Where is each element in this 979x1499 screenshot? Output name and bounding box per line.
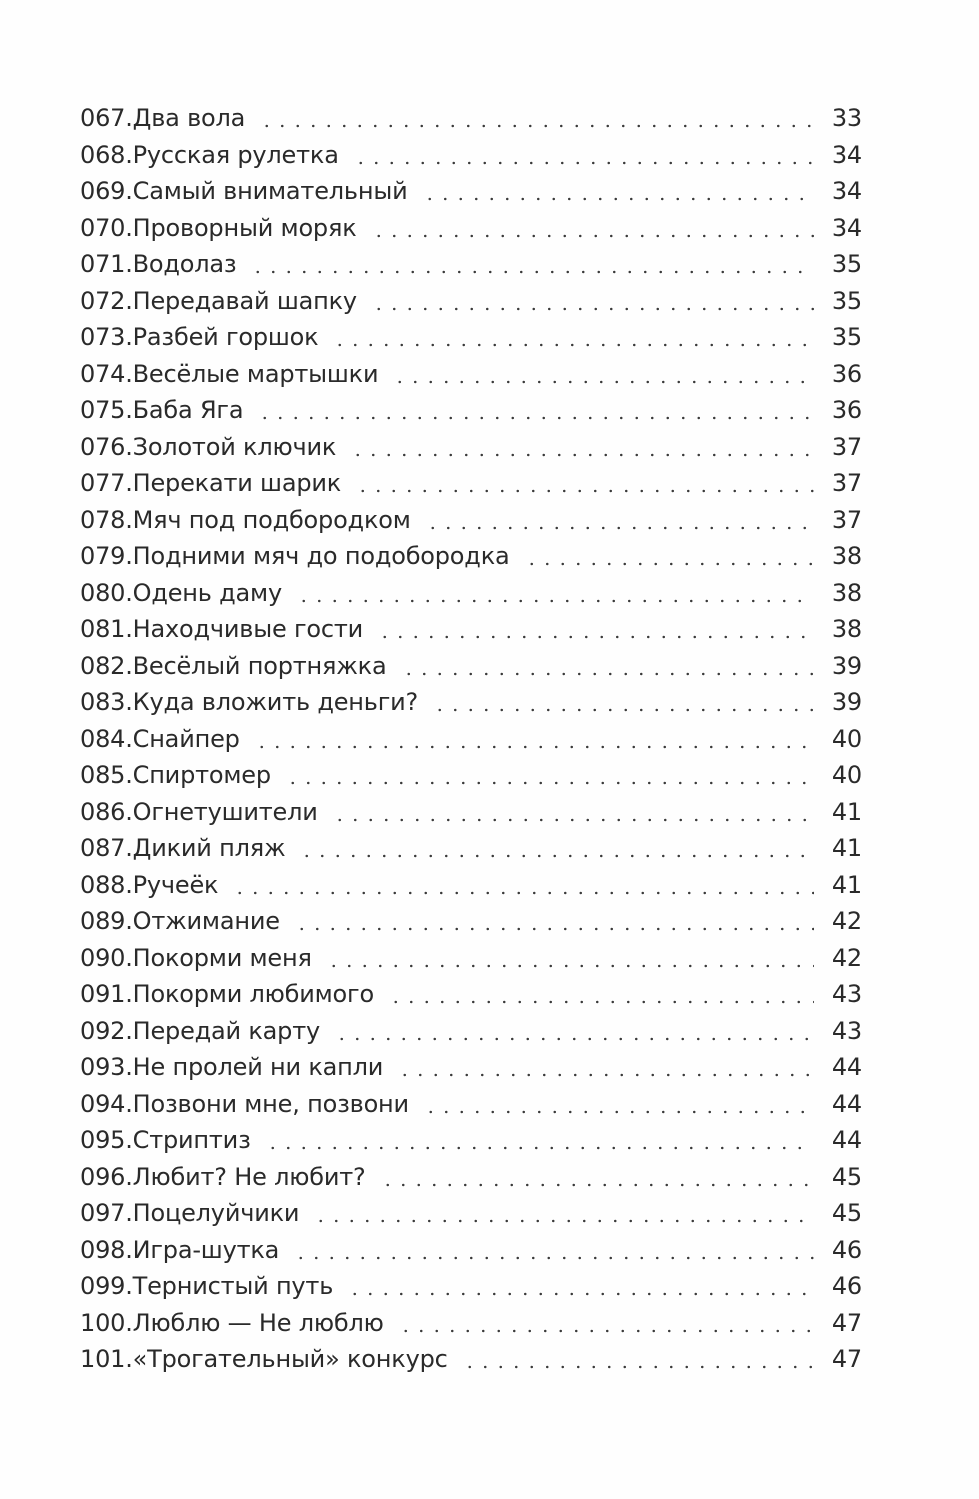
toc-entry-title: 095.Стриптиз [80, 1126, 251, 1154]
toc-entry-title: 099.Тернистый путь [80, 1272, 334, 1300]
toc-entry [80, 1159, 862, 1196]
toc-dot-leader [257, 416, 814, 420]
toc-dot-leader [388, 1000, 814, 1004]
toc-entry-page-number: 40 [831, 724, 862, 753]
toc-entry-page-number: 47 [831, 1345, 862, 1373]
toc-entry-title: 067.Два вола [80, 104, 246, 132]
toc-entry-page-number: 35 [831, 323, 862, 351]
toc-entry-page-number: 37 [831, 469, 862, 497]
toc-entry-page-number: 34 [831, 213, 862, 242]
toc-entry [80, 684, 862, 721]
toc-entry-title: 075.Баба Яга [80, 396, 244, 424]
toc-entry [80, 1195, 862, 1232]
toc-dot-leader [401, 672, 815, 676]
toc-entry-title: 080.Одень даму [80, 578, 282, 607]
toc-entry-title: 069.Самый внимательный [80, 177, 408, 205]
toc-entry-title: 070.Проворный моряк [80, 213, 357, 242]
toc-entry [80, 1341, 862, 1378]
toc-dot-leader [425, 526, 814, 530]
toc-entry-page-number: 35 [831, 286, 862, 315]
toc-entry-page-number: 39 [831, 688, 862, 716]
toc-entry [80, 940, 862, 977]
toc-dot-leader [293, 1256, 814, 1260]
toc-entry-page-number: 38 [831, 615, 862, 643]
toc-entry-page-number: 45 [831, 1162, 862, 1191]
toc-dot-leader [313, 1219, 814, 1223]
toc-entry [80, 757, 862, 794]
toc-entry [80, 903, 862, 940]
toc-entry-title: 086.Огнетушители [80, 797, 318, 826]
toc-entry-page-number: 44 [831, 1089, 862, 1118]
toc-entry-title: 098.Игра-шутка [80, 1235, 280, 1264]
toc-entry [80, 319, 862, 356]
toc-entry-title: 082.Весёлый портняжка [80, 651, 387, 680]
toc-entry-page-number: 45 [831, 1199, 862, 1227]
toc-entry-page-number: 42 [831, 907, 862, 935]
toc-dot-leader [377, 635, 814, 639]
toc-entry-page-number: 42 [831, 943, 862, 972]
toc-entry [80, 1305, 862, 1342]
toc-entry [80, 538, 862, 575]
toc-entry-title: 089.Отжимание [80, 907, 280, 935]
toc-entry-title: 081.Находчивые гости [80, 615, 364, 643]
toc-entry-page-number: 34 [831, 177, 862, 205]
toc-entry-title: 093.Не пролей ни капли [80, 1053, 384, 1081]
toc-entry-page-number: 46 [831, 1235, 862, 1264]
toc-entry-page-number: 46 [831, 1272, 862, 1300]
toc-entry [80, 1086, 862, 1123]
toc-entry-page-number: 43 [831, 980, 862, 1008]
toc-entry-title: 073.Разбей горшок [80, 323, 319, 351]
toc-entry-page-number: 33 [831, 104, 862, 132]
toc-entry [80, 429, 862, 466]
toc-entry-title: 071.Водолаз [80, 250, 237, 278]
toc-entry [80, 283, 862, 320]
toc-entry [80, 721, 862, 758]
toc-dot-leader [392, 380, 814, 384]
toc-entry [80, 830, 862, 867]
toc-entry-page-number: 36 [831, 359, 862, 388]
toc-entry-title: 068.Русская рулетка [80, 140, 339, 169]
toc-entry-page-number: 44 [831, 1126, 862, 1154]
toc-entry-title: 079.Подними мяч до подобородка [80, 542, 510, 570]
toc-entry-page-number: 37 [831, 432, 862, 461]
toc-entry-page-number: 41 [831, 797, 862, 826]
toc-dot-leader [353, 161, 814, 165]
toc-entry-title: 076.Золотой ключик [80, 432, 337, 461]
toc-entry [80, 502, 862, 539]
toc-dot-leader [398, 1329, 814, 1333]
toc-entry [80, 210, 862, 247]
toc-dot-leader [259, 124, 814, 128]
toc-entry-title: 083.Куда вложить деньги? [80, 688, 419, 716]
toc-entry-page-number: 41 [831, 834, 862, 862]
toc-dot-leader [332, 343, 814, 347]
toc-entry-title: 077.Перекати шарик [80, 469, 342, 497]
toc-entry [80, 100, 862, 137]
toc-dot-leader [371, 307, 814, 311]
toc-entry [80, 1122, 862, 1159]
toc-entry [80, 1268, 862, 1305]
toc-entry-page-number: 38 [831, 542, 862, 570]
toc-entry-page-number: 37 [831, 505, 862, 534]
toc-dot-leader [397, 1073, 814, 1077]
toc-entry-page-number: 38 [831, 578, 862, 607]
toc-dot-leader [524, 562, 815, 566]
toc-entry-page-number: 44 [831, 1053, 862, 1081]
toc-entry [80, 611, 862, 648]
toc-entry-page-number: 47 [831, 1308, 862, 1337]
toc-dot-leader [432, 708, 814, 712]
toc-entry-title: 072.Передавай шапку [80, 286, 357, 315]
toc-dot-leader [334, 1037, 814, 1041]
toc-entry-page-number: 40 [831, 761, 862, 789]
toc-entry [80, 246, 862, 283]
toc-entry-title: 087.Дикий пляж [80, 834, 286, 862]
toc-dot-leader [347, 1292, 814, 1296]
toc-entry-title: 090.Покорми меня [80, 943, 312, 972]
toc-dot-leader [294, 927, 814, 931]
toc-entry-title: 074.Весёлые мартышки [80, 359, 379, 388]
toc-dot-leader [296, 599, 814, 603]
toc-entry-title: 085.Спиртомер [80, 761, 271, 789]
toc-entry-title: 088.Ручеёк [80, 870, 219, 899]
toc-dot-leader [462, 1365, 814, 1369]
toc-dot-leader [380, 1183, 814, 1187]
toc-dot-leader [299, 854, 814, 858]
toc-entry [80, 1013, 862, 1050]
toc-entry [80, 794, 862, 831]
toc-entry [80, 1232, 862, 1269]
toc-entry-title: 078.Мяч под подбородком [80, 505, 411, 534]
toc-entry-page-number: 36 [831, 396, 862, 424]
toc-entry-title: 096.Любит? Не любит? [80, 1162, 366, 1191]
toc-entry-title: 084.Снайпер [80, 724, 240, 753]
toc-dot-leader [355, 489, 814, 493]
toc-entry-title: 100.Люблю — Не люблю [80, 1308, 384, 1337]
toc-entry-title: 091.Покорми любимого [80, 980, 374, 1008]
table-of-contents [80, 100, 862, 1378]
toc-entry-page-number: 39 [831, 651, 862, 680]
toc-dot-leader [371, 234, 815, 238]
toc-entry-title: 097.Поцелуйчики [80, 1199, 300, 1227]
toc-entry [80, 137, 862, 174]
toc-dot-leader [265, 1146, 814, 1150]
toc-dot-leader [250, 270, 814, 274]
toc-entry-page-number: 34 [831, 140, 862, 169]
toc-entry [80, 648, 862, 685]
toc-dot-leader [254, 745, 814, 749]
toc-entry-page-number: 35 [831, 250, 862, 278]
toc-entry-title: 101.«Трогательный» конкурс [80, 1345, 448, 1373]
toc-dot-leader [326, 964, 814, 968]
toc-dot-leader [350, 453, 814, 457]
toc-entry [80, 392, 862, 429]
toc-entry [80, 575, 862, 612]
toc-entry-page-number: 43 [831, 1016, 862, 1045]
toc-entry [80, 173, 862, 210]
toc-entry [80, 465, 862, 502]
toc-entry [80, 976, 862, 1013]
toc-dot-leader [423, 1110, 814, 1114]
toc-dot-leader [285, 781, 814, 785]
toc-entry [80, 1049, 862, 1086]
toc-dot-leader [232, 891, 814, 895]
toc-entry [80, 867, 862, 904]
toc-dot-leader [422, 197, 815, 201]
toc-dot-leader [332, 818, 814, 822]
toc-entry-title: 094.Позвони мне, позвони [80, 1089, 409, 1118]
toc-entry [80, 356, 862, 393]
toc-entry-title: 092.Передай карту [80, 1016, 320, 1045]
toc-entry-page-number: 41 [831, 870, 862, 899]
